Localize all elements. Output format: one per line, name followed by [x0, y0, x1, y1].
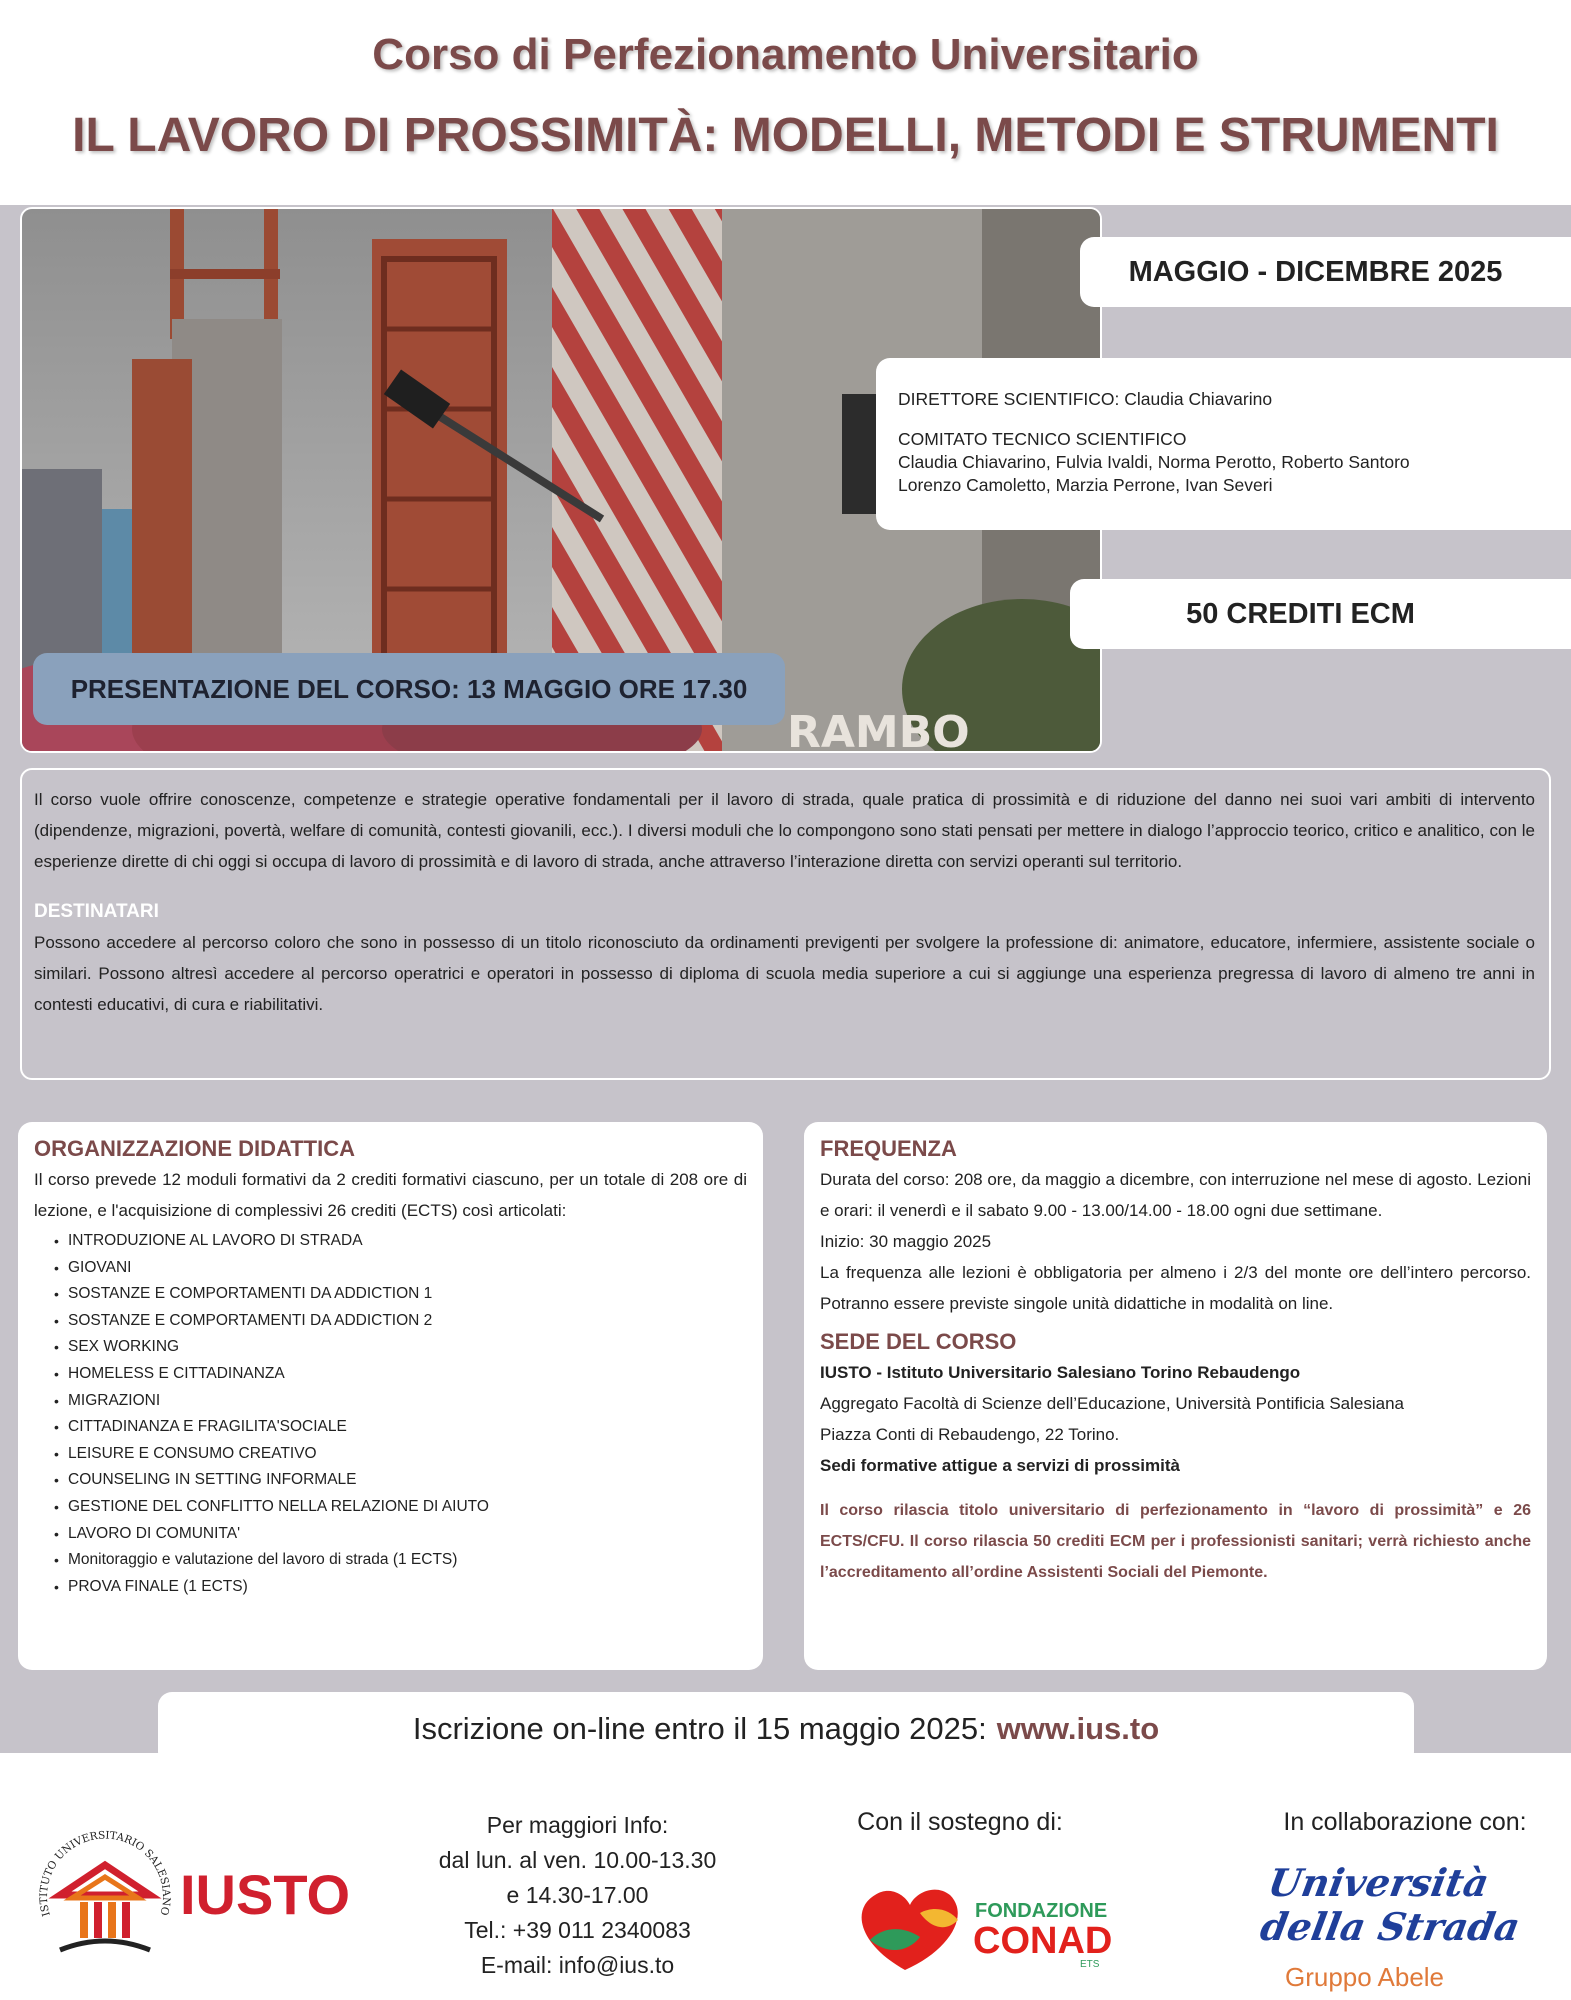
conad-line-1: FONDAZIONE	[975, 1900, 1108, 1922]
organizzazione-text: Il corso prevede 12 moduli formativi da 2 crediti formativi ciascuno, per un totale di 208 ore di lezione, e l'acquisizione di complessivi 26 crediti (ECTS) così articolati:	[34, 1170, 747, 1220]
certification-note: Il corso rilascia titolo universitario di perfezionamento in “lavoro di prossimità” e 26 ECTS/CFU. Il corso rilascia 50 crediti ECM per i professionisti sanitari; verrà richiesto anche l’accreditamento all’ordine Assistenti Sociali del Piemonte.	[820, 1502, 1531, 1581]
list-item: • CITTADINANZA E FRAGILITA'SOCIALE	[54, 1414, 747, 1441]
frequenza-text-3: La frequenza alle lezioni è obbligatoria per almeno i 2/3 del monte ore dell’intero percorso. Potranno essere previste singole unità didattiche in modalità on line.	[820, 1263, 1531, 1313]
list-item: • HOMELESS E CITTADINANZA	[54, 1361, 747, 1388]
course-dates: MAGGIO - DICEMBRE 2025	[1080, 237, 1571, 307]
course-intro: Il corso vuole offrire conoscenze, competenze e strategie operative fondamentali per il lavoro di strada, quale pratica di prossimità e di riduzione del danno nei suoi vari ambiti di intervento (dipendenze, migrazioni, povertà, welfare di comunità, contesti giovanili, ecc.). I diversi moduli che lo compongono sono stati pensati per mettere in dialogo l’approccio teorico, critico e analitico, con le esperienze dirette di chi oggi si occupa di lavoro di prossimità e di lavoro di strada, anche attraverso l’interazione diretta con servizi operanti sul territorio.	[34, 790, 1535, 871]
list-item: • PROVA FINALE (1 ECTS)	[54, 1574, 747, 1601]
partner-label: In collaborazione con:	[1283, 1808, 1527, 1836]
sede-name: IUSTO - Istituto Universitario Salesiano Torino Rebaudengo	[820, 1363, 1301, 1382]
course-title: IL LAVORO DI PROSSIMITÀ: MODELLI, METODI E STRUMENTI	[72, 109, 1499, 162]
iusto-logo	[30, 1820, 370, 1970]
list-item: • INTRODUZIONE AL LAVORO DI STRADA	[54, 1228, 747, 1255]
committee-label: COMITATO TECNICO SCIENTIFICO	[898, 429, 1187, 449]
list-item: • SOSTANZE E COMPORTAMENTI DA ADDICTION 1	[54, 1281, 747, 1308]
presentation-date: PRESENTAZIONE DEL CORSO: 13 MAGGIO ORE 17.30	[33, 653, 785, 725]
list-item: • COUNSELING IN SETTING INFORMALE	[54, 1467, 747, 1494]
sponsor-label: Con il sostegno di:	[857, 1808, 1063, 1836]
list-item: • LEISURE E CONSUMO CREATIVO	[54, 1441, 747, 1468]
uds-logo-icon	[1255, 1848, 1555, 1998]
footer	[0, 1790, 1571, 2000]
director-label: DIRETTORE SCIENTIFICO:	[898, 389, 1120, 409]
conad-heart-icon	[850, 1865, 1170, 1985]
frequenza-text-1: Durata del corso: 208 ore, da maggio a dicembre, con interruzione nel mese di agosto. Lezioni e orari: il venerdì e il sabato 9.00 - 13.00/14.00 - 18.00 ogni due settimane.	[820, 1170, 1531, 1220]
universita-della-strada-logo	[1255, 1848, 1555, 1998]
info-phone[interactable]: Tel.: +39 011 2340083	[464, 1917, 691, 1943]
list-item: • Monitoraggio e valutazione del lavoro di strada (1 ECTS)	[54, 1547, 747, 1574]
sede-line-3: Sedi formative attigue a servizi di prossimità	[820, 1456, 1180, 1475]
iusto-logo-text: IUSTO	[180, 1863, 351, 1926]
registration-text: Iscrizione on-line entro il 15 maggio 2025:	[412, 1711, 987, 1746]
frequenza-heading: FREQUENZA	[820, 1136, 957, 1161]
list-item: • SOSTANZE E COMPORTAMENTI DA ADDICTION 2	[54, 1308, 747, 1335]
info-hours-1: dal lun. al ven. 10.00-13.30	[438, 1847, 717, 1873]
registration-link[interactable]: www.ius.to	[996, 1711, 1160, 1746]
graffiti-text: RAMBO	[787, 707, 970, 753]
sede-line-1: Aggregato Facoltà di Scienze dell’Educazione, Università Pontificia Salesiana	[820, 1394, 1405, 1413]
conad-line-3: ETS	[1080, 1959, 1100, 1970]
director-line	[898, 388, 1551, 411]
sede-address: Piazza Conti di Rebaudengo, 22 Torino.	[820, 1425, 1120, 1444]
frequenza-panel	[804, 1122, 1547, 1670]
organizzazione-heading: ORGANIZZAZIONE DIDATTICA	[34, 1136, 356, 1161]
ecm-credits: 50 CREDITI ECM	[1070, 579, 1571, 649]
uds-line-3: Gruppo Abele	[1285, 1962, 1445, 1992]
staff-box	[876, 358, 1571, 530]
conad-line-2: CONAD	[973, 1920, 1113, 1962]
description-box	[20, 768, 1551, 1080]
header	[0, 0, 1571, 205]
module-list	[54, 1228, 747, 1600]
list-item: • SEX WORKING	[54, 1334, 747, 1361]
list-item: • GESTIONE DEL CONFLITTO NELLA RELAZIONE DI AIUTO	[54, 1494, 747, 1521]
info-title: Per maggiori Info:	[486, 1812, 669, 1838]
list-item: • LAVORO DI COMUNITA'	[54, 1521, 747, 1548]
info-hours-2: e 14.30-17.00	[506, 1882, 649, 1908]
destinatari-text: Possono accedere al percorso coloro che sono in possesso di un titolo riconosciuto da ordinamenti previgenti per svolgere la professione di: animatore, educatore, infermiere, assistente sociale o similari. Possono altresì accedere al percorso operatrici e operatori in possesso di diploma di scuola media superiore a cui si aggiunge una esperienza pregressa di lavoro di almeno tre anni in contesti educativi, di cura e riabilitativi.	[34, 933, 1535, 1014]
list-item: • GIOVANI	[54, 1255, 747, 1282]
sede-heading: SEDE DEL CORSO	[820, 1329, 1017, 1354]
organizzazione-panel	[18, 1122, 763, 1670]
director-name: Claudia Chiavarino	[1124, 389, 1273, 409]
registration-banner	[158, 1692, 1414, 1766]
uds-line-1: Università	[1264, 1861, 1493, 1906]
destinatari-heading: DESTINATARI	[34, 901, 159, 922]
uds-line-2: della Strada	[1257, 1905, 1524, 1950]
committee-members-2: Lorenzo Camoletto, Marzia Perrone, Ivan Severi	[898, 475, 1273, 495]
info-email[interactable]: E-mail: info@ius.to	[480, 1952, 675, 1978]
list-item: • MIGRAZIONI	[54, 1388, 747, 1415]
iusto-ring-text: ISTITUTO UNIVERSITARIO SALESIANO	[37, 1829, 173, 1918]
course-type-title: Corso di Perfezionamento Universitario	[372, 30, 1199, 79]
contact-info	[405, 1808, 750, 1983]
committee-members-1: Claudia Chiavarino, Fulvia Ivaldi, Norma Perotto, Roberto Santoro	[898, 452, 1410, 472]
fondazione-conad-logo	[850, 1865, 1170, 1985]
frequenza-start: Inizio: 30 maggio 2025	[820, 1232, 992, 1251]
iusto-emblem-icon	[30, 1820, 180, 1970]
